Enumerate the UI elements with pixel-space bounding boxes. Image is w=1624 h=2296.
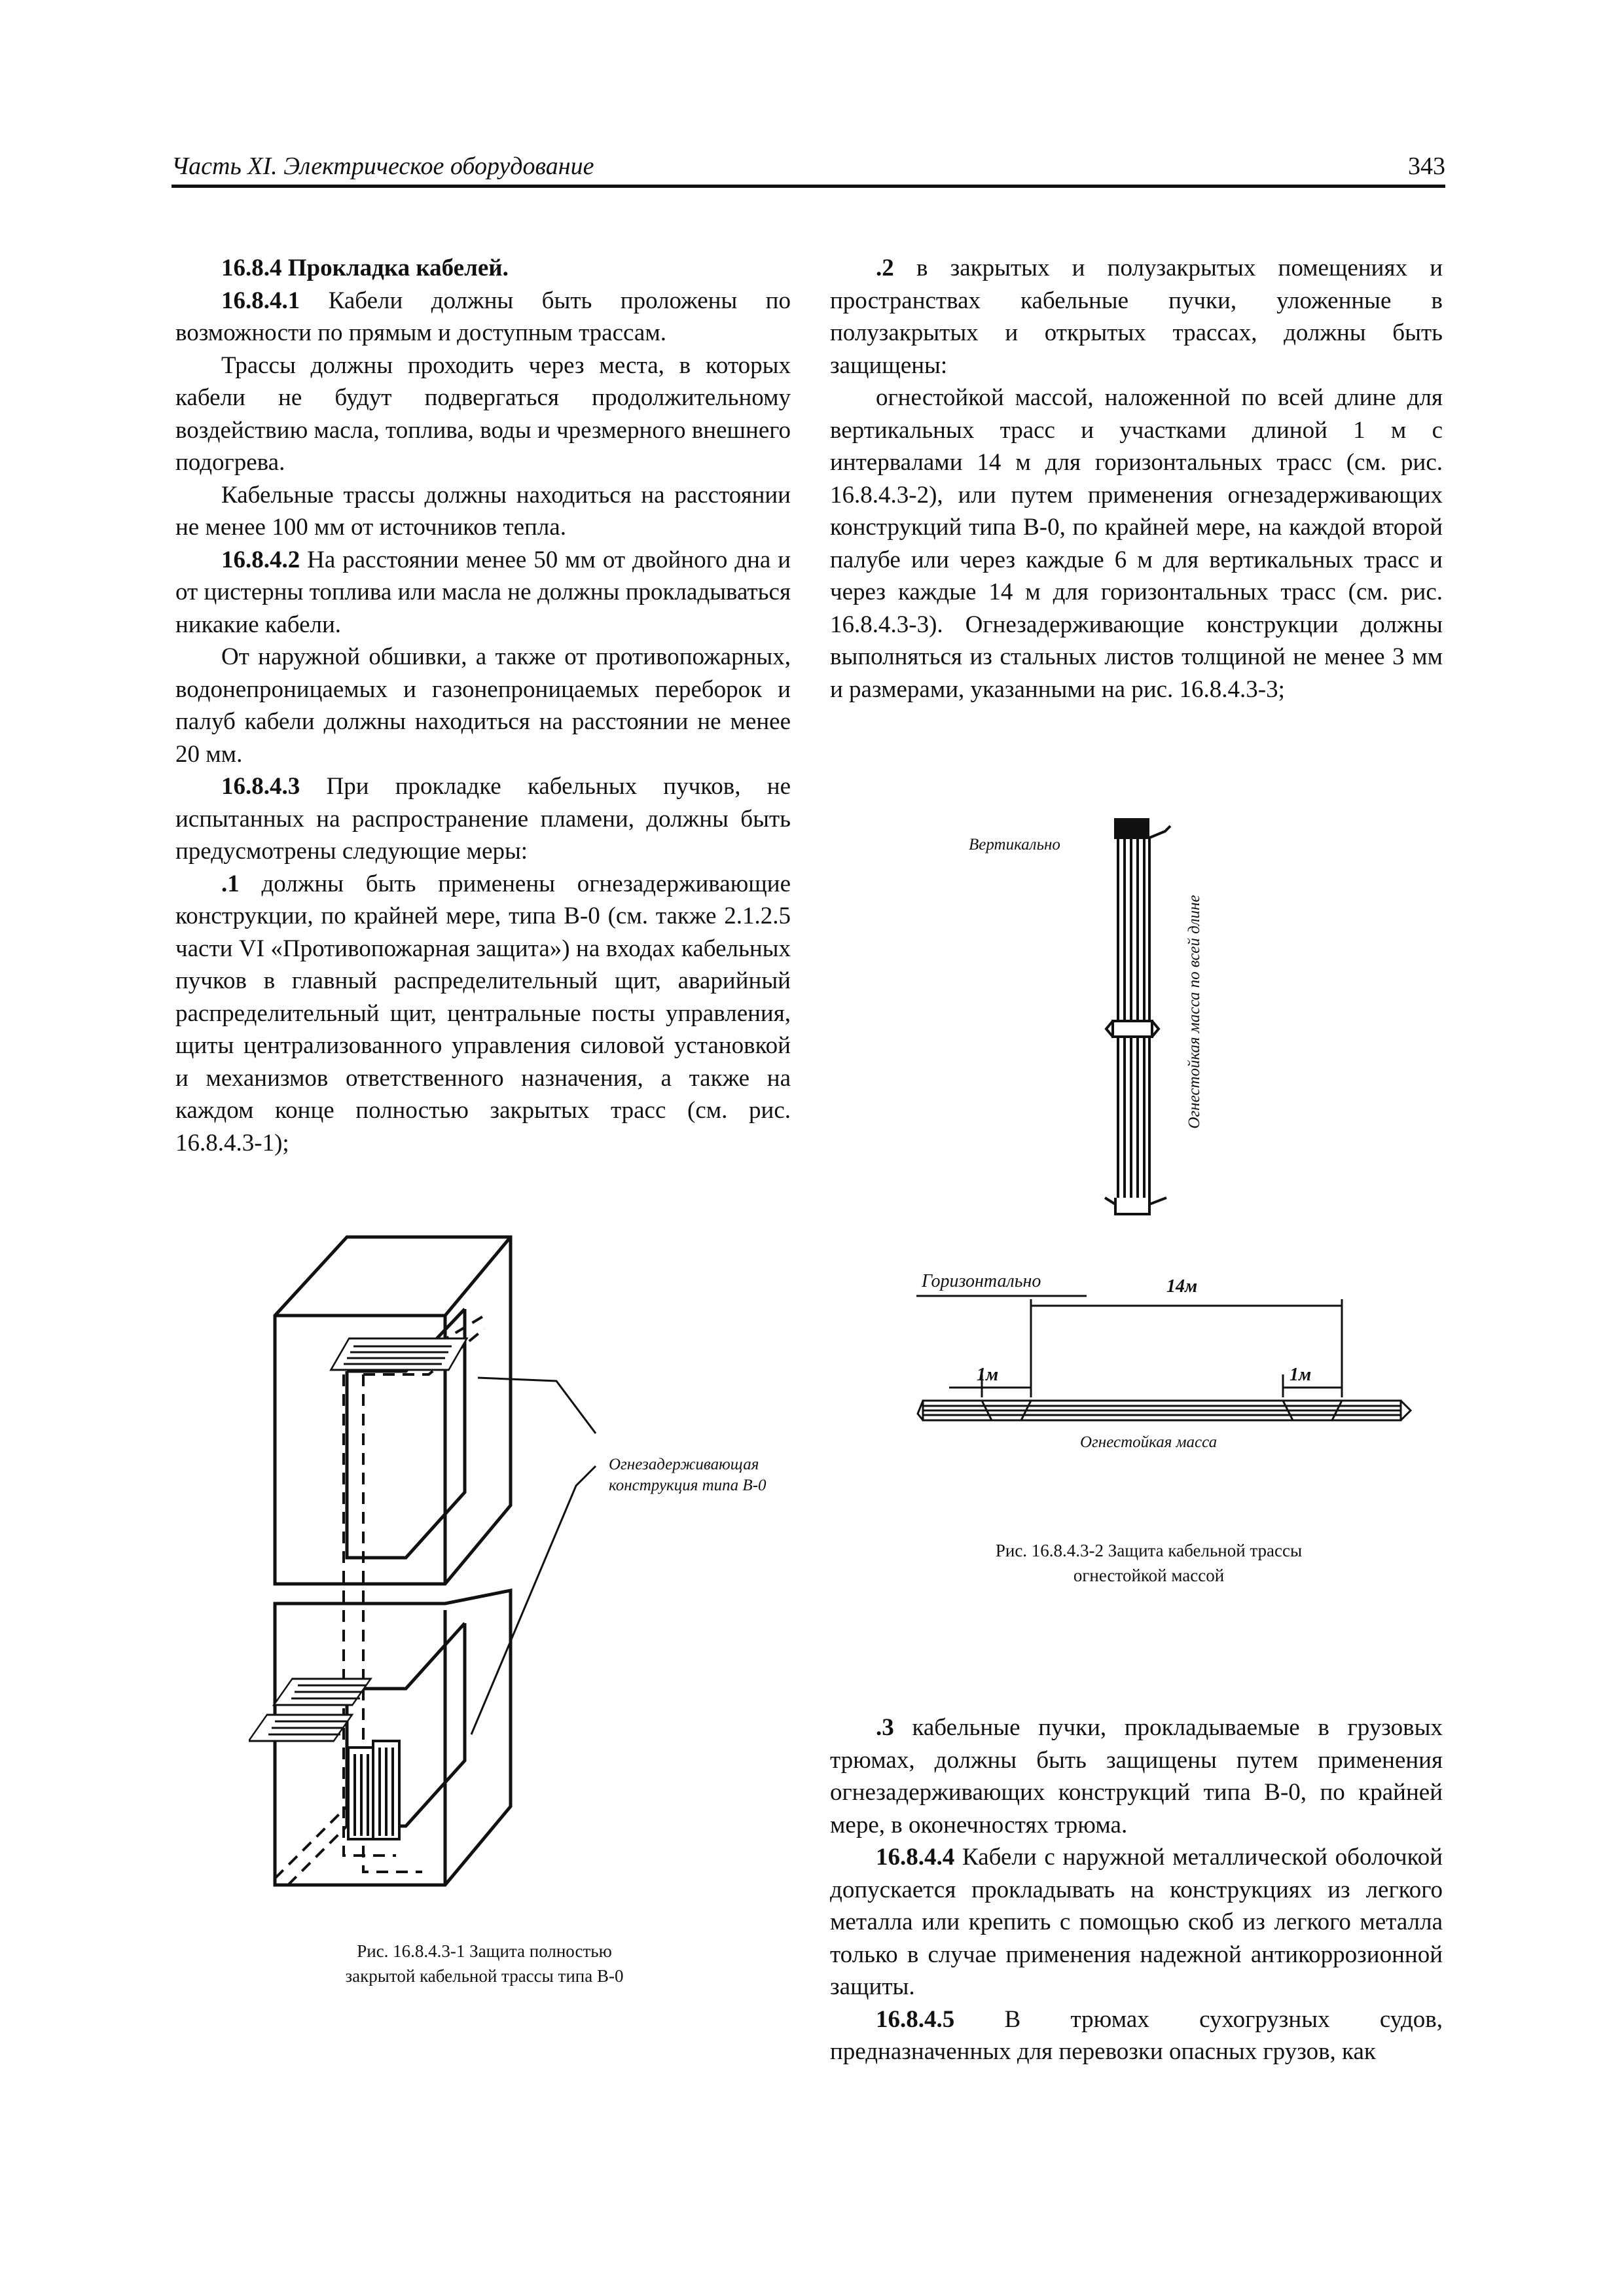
- figure2-vertical-mass-label: Огнестойкая масса по всей длине: [1185, 895, 1203, 1129]
- figure-enclosed-cable-trunk: [249, 1217, 720, 1911]
- heading-text: Прокладка кабелей.: [287, 255, 509, 281]
- figure-vertical-trunk: [1093, 812, 1198, 1230]
- paragraph: Трассы должны проходить через места, в которых кабели не будут подвергаться продолжительному воздействию масла, топлива, воды и чрезмерного внешнего подогрева.: [175, 351, 791, 476]
- clause-number: 16.8.4.5: [876, 2005, 955, 2033]
- figure2-caption-line2: огнестойкой массой: [1073, 1566, 1225, 1585]
- figure1-caption-line1: Рис. 16.8.4.3-1 Защита полностью: [357, 1941, 612, 1961]
- figure1-caption-line2: закрытой кабельной трассы типа В-0: [345, 1966, 624, 1986]
- dimension-14m: 14м: [1166, 1276, 1198, 1297]
- item-number: .3: [876, 1714, 894, 1741]
- paragraph: [830, 2003, 1443, 2068]
- clause-number: 16.8.4.2: [221, 546, 300, 573]
- paragraph: [175, 868, 791, 1160]
- page-header: [171, 145, 1445, 188]
- paragraph: [175, 544, 791, 641]
- clause-number: 16.8.4.4: [876, 1844, 955, 1871]
- paragraph-text: Кабели с наружной металлической оболочкой допускается прокладывать на конструкциях из легкого металла или крепить с помощью скоб из легкого металла только в случае применения надежной антикоррозионной защиты.: [830, 1844, 1443, 2000]
- figure2-vertical-label: Вертикально: [969, 836, 1060, 853]
- figure1-caption: [275, 1939, 694, 1988]
- paragraph-text: При прокладке кабельных пучков, не испытанных на распространение пламени, должны быть предусмотрены следующие меры:: [175, 773, 791, 865]
- right-column-bottom: [830, 1712, 1443, 2068]
- figure1-label: Огнезадерживающая конструкция типа В-0: [609, 1456, 767, 1494]
- item-number: .2: [876, 255, 894, 281]
- running-title: Часть XI. Электрическое оборудование: [171, 152, 594, 180]
- paragraph: [830, 1712, 1443, 1841]
- paragraph-text: должны быть применены огнезадерживающие конструкции, по крайней мере, типа В-0 (см. также 2.1.2.5 части VI «Противопожарная защита») на входах кабельных пучков в главный распределительный щит, аварийный распределительный щит, центральные посты управления, щиты централизованного управления силовой установкой и механизмов ответственного назначения, а также на каждом конце полностью закрытых трасс (см. рис. 16.8.4.3-1);: [175, 870, 791, 1157]
- clause-number: 16.8.4.3: [221, 773, 300, 800]
- paragraph: От наружной обшивки, а также от противопожарных, водонепроницаемых и газонепроницаемых переборок и палуб кабели должны находиться на расстоянии не менее 20 мм.: [175, 643, 791, 768]
- paragraph-text: На расстоянии менее 50 мм от двойного дна и от цистерны топлива или масла не должны прокладываться никакие кабели.: [175, 546, 791, 638]
- figure2-caption-line1: Рис. 16.8.4.3-2 Защита кабельной трассы: [995, 1541, 1303, 1560]
- item-number: .1: [221, 870, 240, 897]
- paragraph: [830, 1841, 1443, 2003]
- left-column: [175, 252, 791, 1159]
- paragraph: [175, 770, 791, 868]
- paragraph: Кабельные трассы должны находиться на расстоянии не менее 100 мм от источников тепла.: [175, 481, 791, 541]
- dimension-1m-right: 1м: [1290, 1365, 1312, 1385]
- paragraph-text: В трюмах сухогрузных судов, предназначенных для перевозки опасных грузов, как: [830, 2005, 1443, 2065]
- page-number: 343: [1408, 152, 1445, 180]
- paragraph-text: кабельные пучки, прокладываемые в грузовых трюмах, должны быть защищены путем применения огнезадерживающих конструкций типа В-0, по крайней мере, в оконечностях трюма.: [830, 1714, 1443, 1839]
- paragraph: огнестойкой массой, наложенной по всей длине для вертикальных трасс и участками длиной 1 м с интервалами 14 м для горизонтальных трасс (см. рис. 16.8.4.3-2), или путем применения огнезадерживающих конструкций типа В-0, по крайней мере, на каждой второй палубе или через каждые 6 м для вертикальных трасс и через каждые 14 м для горизонтальных трасс (см. рис. 16.8.4.3-3). Огнезадерживающие конструкции должны выполняться из стальных листов толщиной не менее 3 мм и размерами, указанными на рис. 16.8.4.3-3;: [830, 384, 1443, 703]
- paragraph: [175, 285, 791, 350]
- paragraph: [830, 252, 1443, 382]
- paragraph-text: в закрытых и полузакрытых помещениях и пространствах кабельные пучки, уложенные в полузакрытых и открытых трассах, должны быть защищены:: [830, 255, 1443, 379]
- clause-number: 16.8.4.1: [221, 287, 300, 314]
- figure2-horizontal-label: Горизонтально: [922, 1271, 1041, 1291]
- right-column-top: [830, 252, 1443, 706]
- section-heading: [175, 252, 791, 285]
- figure2-caption: [910, 1538, 1388, 1588]
- heading-number: 16.8.4: [221, 255, 282, 281]
- dimension-1m-left: 1м: [977, 1365, 999, 1385]
- paragraph-text: Кабели должны быть проложены по возможности по прямым и доступным трассам.: [175, 287, 791, 346]
- figure2-mass-label: Огнестойкая масса: [1080, 1433, 1218, 1451]
